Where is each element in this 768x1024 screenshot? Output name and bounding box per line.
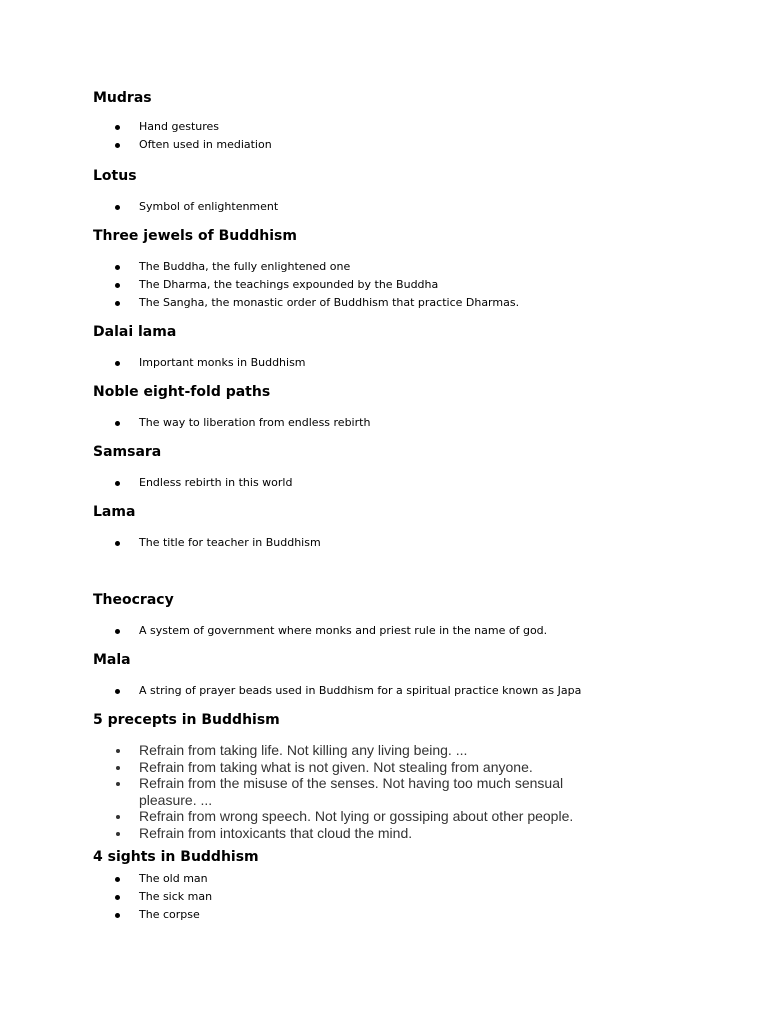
section-heading: 4 sights in Buddhism [93,849,259,865]
bullet-icon [115,913,120,918]
list-item: Refrain from taking what is not given. Not stealing from anyone. [93,759,593,776]
section-heading: Dalai lama [93,324,177,340]
list-item: Refrain from wrong speech. Not lying or gossiping about other people. [93,808,593,825]
bullet-icon [115,629,120,634]
list-item: The Buddha, the fully enlightened one [93,258,713,276]
bullet-list [93,622,713,640]
bullet-list [93,354,713,372]
bullet-icon [116,766,120,770]
bullet-icon [115,125,120,130]
bullet-list [93,742,593,841]
section-theocracy [93,591,713,640]
list-item: Refrain from the misuse of the senses. Not having too much sensual pleasure. ... [93,775,593,808]
section-dalai-lama [93,323,713,372]
list-item: Symbol of enlightenment [93,198,713,216]
bullet-icon [115,481,120,486]
list-item: Refrain from intoxicants that cloud the mind. [93,825,593,842]
list-item: The sick man [93,888,713,906]
bullet-icon [115,301,120,306]
list-item: The way to liberation from endless rebirth [93,414,713,432]
section-heading: Mala [93,652,131,668]
section-five-precepts [93,711,713,841]
section-lotus [93,167,713,216]
bullet-list [93,258,713,312]
section-mala [93,651,713,700]
list-item: The Sangha, the monastic order of Buddhism that practice Dharmas. [93,294,713,312]
list-item: The title for teacher in Buddhism [93,534,713,552]
section-three-jewels [93,227,713,312]
bullet-icon [115,143,120,148]
section-lama [93,503,713,552]
bullet-list [93,474,713,492]
bullet-list [93,118,713,154]
list-item: Important monks in Buddhism [93,354,713,372]
list-item: The corpse [93,906,713,924]
list-item: The old man [93,870,713,888]
bullet-icon [115,265,120,270]
list-item: Endless rebirth in this world [93,474,713,492]
bullet-icon [116,782,120,786]
section-heading: 5 precepts in Buddhism [93,712,280,728]
bullet-list [93,414,713,432]
bullet-list [93,198,713,216]
section-heading: Mudras [93,90,152,106]
bullet-icon [115,877,120,882]
bullet-list [93,682,713,700]
section-mudras [93,89,713,154]
list-item: A string of prayer beads used in Buddhism for a spiritual practice known as Japa [93,682,713,700]
list-item: Refrain from taking life. Not killing any living being. ... [93,742,593,759]
bullet-icon [115,895,120,900]
bullet-icon [115,283,120,288]
section-heading: Three jewels of Buddhism [93,228,297,244]
bullet-icon [116,749,120,753]
section-noble-eightfold [93,383,713,432]
section-four-sights [93,848,713,924]
bullet-icon [115,205,120,210]
section-heading: Noble eight-fold paths [93,384,271,400]
section-heading: Lotus [93,168,137,184]
bullet-icon [116,832,120,836]
list-item: Hand gestures [93,118,713,136]
list-item: A system of government where monks and priest rule in the name of god. [93,622,713,640]
bullet-icon [115,541,120,546]
bullet-icon [115,421,120,426]
section-samsara [93,443,713,492]
list-item: The Dharma, the teachings expounded by the Buddha [93,276,713,294]
bullet-icon [115,361,120,366]
list-item: Often used in mediation [93,136,713,154]
bullet-list [93,870,713,924]
section-heading: Lama [93,504,136,520]
section-heading: Samsara [93,444,162,460]
bullet-list [93,534,713,552]
bullet-icon [115,689,120,694]
section-heading: Theocracy [93,592,174,608]
bullet-icon [116,815,120,819]
